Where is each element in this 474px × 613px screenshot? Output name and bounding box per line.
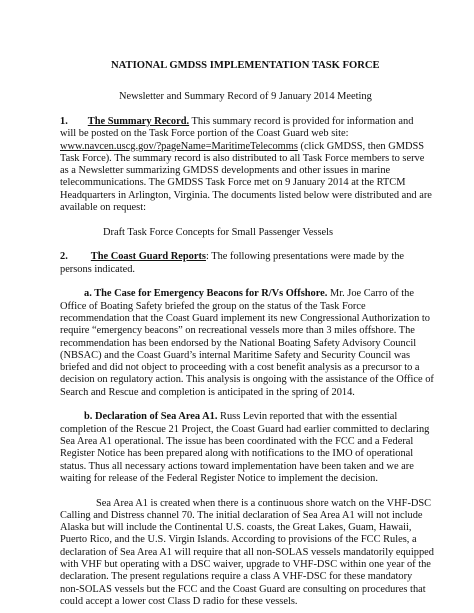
distributed-document-item: Draft Task Force Concepts for Small Passenger Vessels (103, 226, 334, 238)
item-a-line: Search and Rescue and completion is anticipated in the spring of 2014. (60, 386, 355, 398)
section1-line: available on request: (60, 202, 146, 213)
item-a-line: briefed and did not object to proceeding with a cost benefit analysis as a precursor to a (60, 362, 420, 374)
item-b-line: completion of the Rescue 21 Project, the Coast Guard had earlier committed to declaring (60, 423, 430, 435)
item-b-line: waiting for release of the Federal Register Notice to implement the decision. (60, 472, 378, 484)
item-a-line: Office of Boating Safety briefed the group on the status of the Task Force (60, 300, 366, 312)
item-a-line: recommendation that the Coast Guard implement its new Congressional Authorization to (60, 312, 430, 324)
item-b-para2-line: non-SOLAS vessels but the FCC and the Coast Guard are consulting on procedures that (60, 583, 426, 595)
item-a-heading: a. The Case for Emergency Beacons for R/Vs Offshore. (84, 288, 328, 300)
section1-line: Headquarters in Arlington, Virginia. The documents listed below were distributed and are (60, 189, 432, 201)
item-a-line: require “emergency beacons” on recreational vessels more than 3 miles offshore. The (60, 325, 415, 337)
item-b-para2-line: could accept a lower cost Class D radio for these vessels. (60, 596, 298, 607)
section2-heading: The Coast Guard Reports (90, 251, 206, 263)
maritime-telecomms-link[interactable]: www.navcen.uscg.gov/?pageName=MaritimeTelecomms (60, 140, 298, 152)
document-subtitle: Newsletter and Summary Record of 9 January 2014 Meeting (119, 91, 372, 103)
section1-link-note: (click GMDSS, then GMDSS (297, 140, 425, 152)
section2-line: persons indicated. (60, 263, 136, 275)
item-b-line: Register Notice has been prepared along with notifications to the IMO of operational (60, 448, 414, 460)
item-b-para2-line: Calling and Distress channel 70. The initial declaration of Sea Area A1 will not include (60, 509, 423, 521)
item-b-para2-line: Alaska but will include the Continental U.S. coasts, the Great Lakes, Guam, Hawaii, (60, 522, 412, 534)
section1-line: telecommunications. The GMDSS Task Force met on 9 January 2014 at the RTCM (60, 177, 406, 189)
item-b-intro: Russ Levin reported that with the essential (217, 411, 398, 423)
section1-line: Task Force). The summary record is also distributed to all Task Force members to serve (60, 152, 425, 164)
item-b-heading: b. Declaration of Sea Area A1. (84, 411, 218, 423)
item-b-para2-line: declaration of Sea Area A1 will require that all non-SOLAS vessels mandatorily equipped (60, 546, 434, 558)
section1-line: as a Newsletter summarizing GMDSS developments and other issues in marine (60, 165, 391, 177)
item-a-first-line (84, 288, 414, 300)
section1-heading: The Summary Record. (87, 115, 190, 127)
section2-number: 2. (60, 251, 68, 263)
item-a-line: decision on regulatory action. This analysis is ongoing with the assistance of the Office of (60, 374, 434, 386)
item-b-para2-line: declaration. The present regulations require a class A VHF-DSC for these mandatory (60, 571, 413, 583)
item-b-para2-line: Puerto Rico, and the U.S. Virgin Islands. According to provisions of the FCC Rules, a (60, 534, 417, 546)
section2-first-line (60, 251, 404, 263)
item-b-line: status. Thus all necessary actions toward implementation have been taken and we are (60, 460, 414, 472)
section1-intro: This summary record is provided for information and (189, 115, 414, 127)
item-b-line: Sea Area A1 operational. The issue has been coordinated with the FCC and a Federal (60, 436, 414, 447)
document-title: NATIONAL GMDSS IMPLEMENTATION TASK FORCE (111, 60, 380, 71)
item-a-intro: Mr. Joe Carro of the (327, 288, 414, 300)
section1-line: will be posted on the Task Force portion of the Coast Guard web site: (60, 128, 349, 140)
item-b-para2-line: Sea Area A1 is created when there is a continuous shore watch on the VHF-DSC (96, 497, 432, 509)
section2-intro: : The following presentations were made by the (205, 251, 405, 263)
item-b-para2-line: with VHF but operating with a DSC waiver, upgrade to VHF-DSC within one year of the (60, 559, 431, 571)
section1-link-line (60, 141, 424, 153)
section1-number: 1. (60, 115, 68, 127)
item-b-first-line (84, 411, 397, 423)
section1-first-line (60, 116, 413, 128)
item-a-line: (NBSAC) and the Coast Guard’s internal Maritime Safety and Security Council was (60, 349, 411, 361)
item-a-line: recommendation has been endorsed by the National Boating Safety Advisory Council (60, 337, 417, 349)
